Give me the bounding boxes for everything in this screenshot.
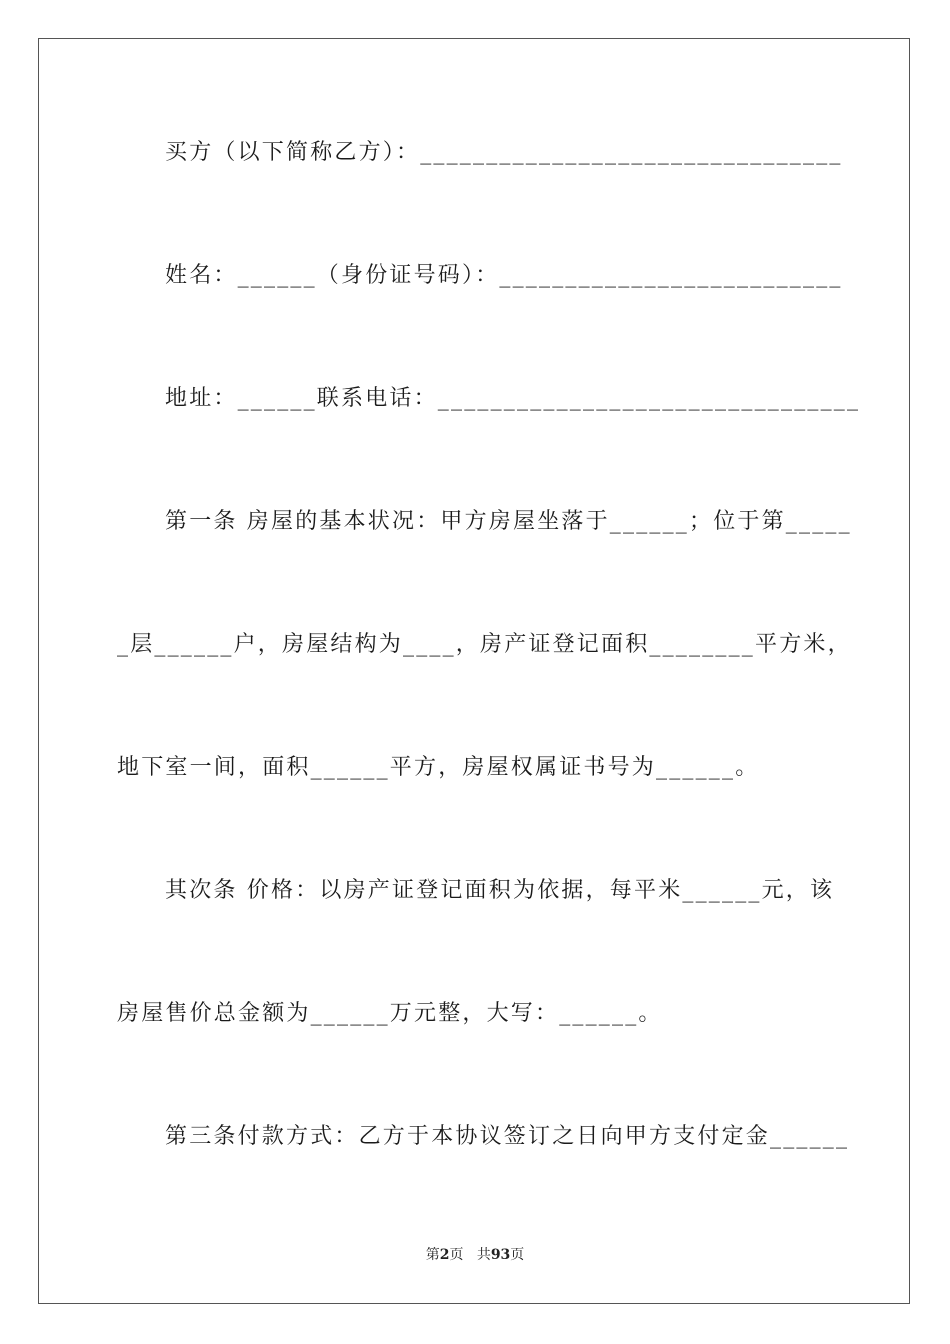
page-prefix: 第 bbox=[425, 1247, 440, 1263]
total-prefix: 共 bbox=[476, 1247, 491, 1263]
article-one-line-3: 地下室一间，面积______平方，房屋权属证书号为______。 bbox=[117, 755, 760, 780]
page-suffix: 页 bbox=[449, 1247, 464, 1263]
address-phone-line: 地址：______联系电话：________________________________ bbox=[165, 386, 861, 411]
article-two-line-1: 其次条 价格：以房产证登记面积为依据，每平米______元，该 bbox=[165, 878, 835, 903]
page-frame bbox=[38, 38, 910, 1304]
page-footer bbox=[0, 1244, 950, 1264]
article-one-line-1: 第一条 房屋的基本状况：甲方房屋坐落于______；位于第_____ bbox=[165, 509, 852, 534]
article-three-line-1: 第三条付款方式：乙方于本协议签订之日向甲方支付定金______ bbox=[165, 1124, 850, 1149]
buyer-line: 买方（以下简称乙方）：________________________________ bbox=[165, 140, 843, 165]
article-two-line-2: 房屋售价总金额为______万元整，大写：______。 bbox=[117, 1001, 663, 1026]
total-pages: 93 bbox=[490, 1247, 511, 1263]
article-one-line-2: _层______户，房屋结构为____，房产证登记面积________平方米， bbox=[117, 632, 852, 657]
page-number: 2 bbox=[439, 1247, 450, 1263]
total-suffix: 页 bbox=[510, 1247, 525, 1263]
name-id-line: 姓名：______（身份证号码）：__________________________ bbox=[165, 263, 843, 288]
